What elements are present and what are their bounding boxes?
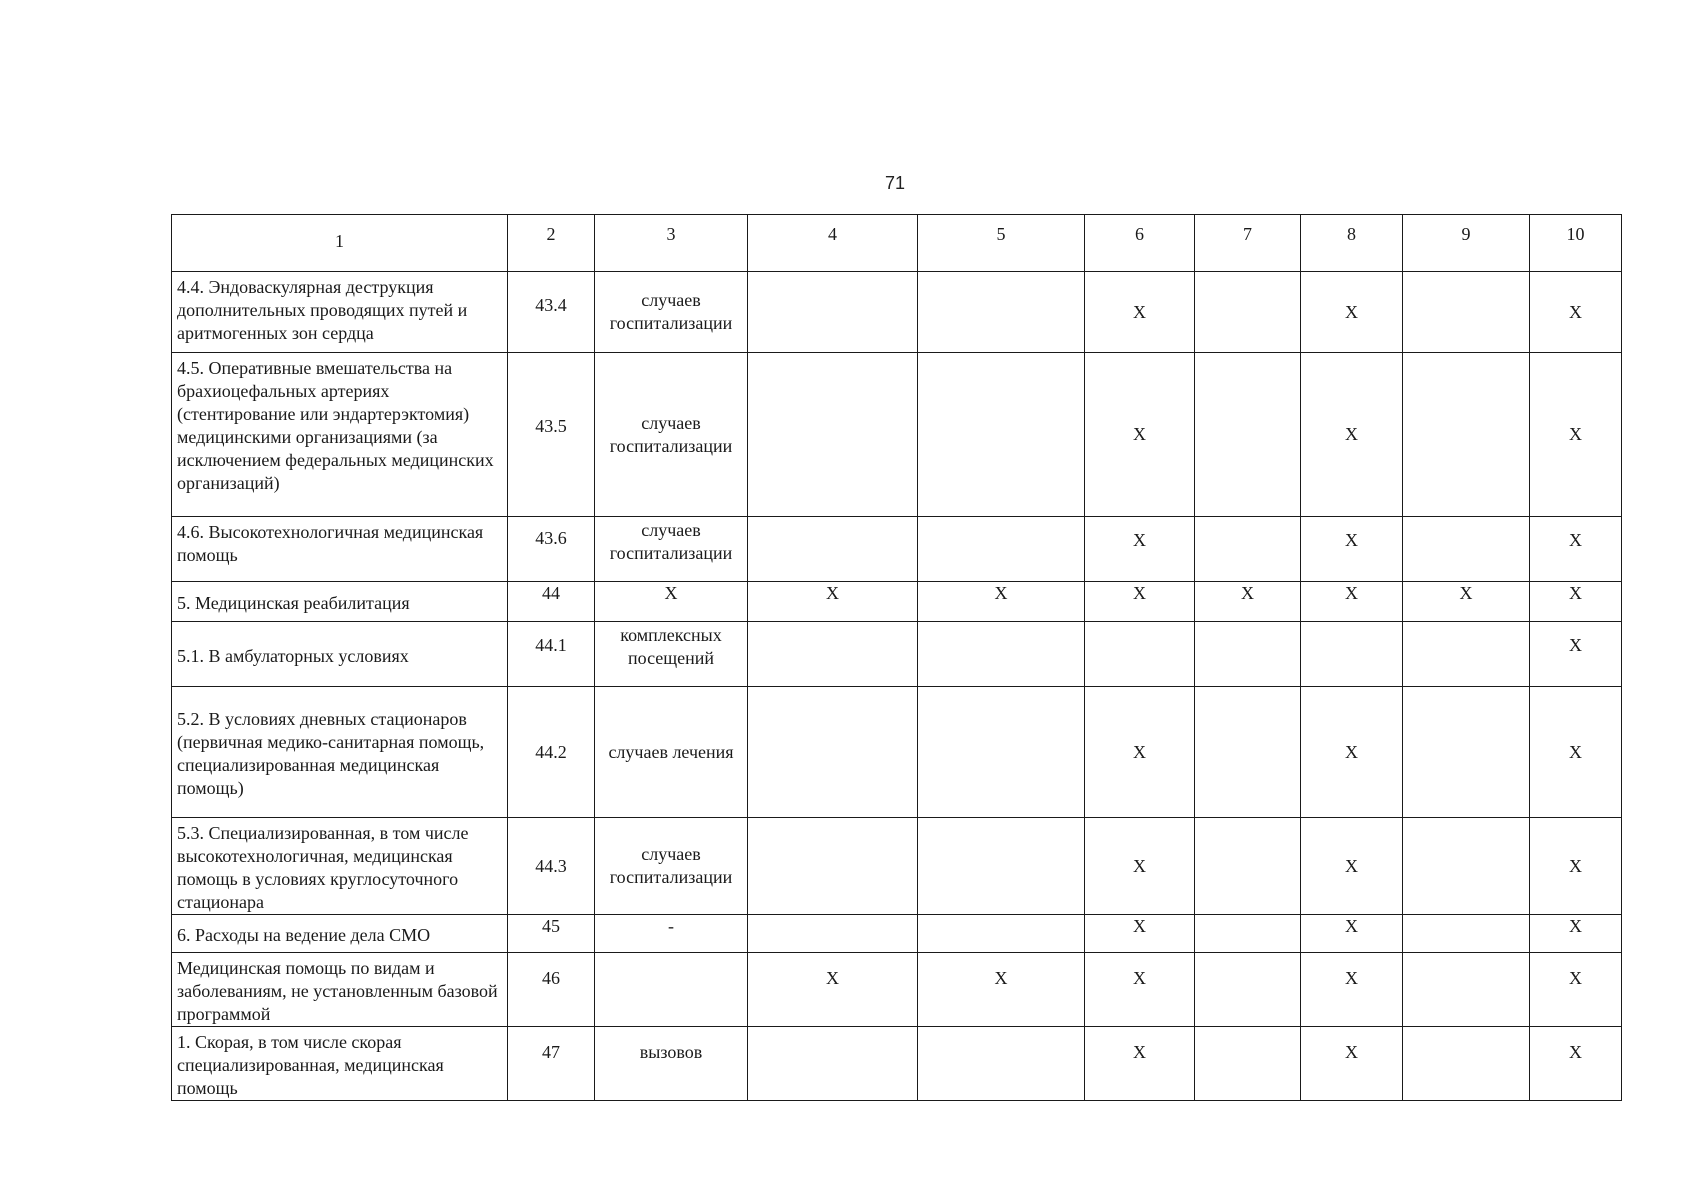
row-name-cell: 4.6. Высокотехнологичная медицинская помощь <box>172 517 508 582</box>
row-code-cell: 44.1 <box>508 622 595 687</box>
page-number: 71 <box>884 173 906 193</box>
row-col7-cell <box>1195 953 1301 1027</box>
row-col8-cell: X <box>1301 915 1403 953</box>
row-col5-cell: X <box>918 582 1085 622</box>
row-col5-cell <box>918 818 1085 915</box>
row-code-cell: 46 <box>508 953 595 1027</box>
row-code-cell: 44.2 <box>508 687 595 818</box>
row-col6-cell: X <box>1085 687 1195 818</box>
row-col5-cell <box>918 622 1085 687</box>
row-code-cell: 44.3 <box>508 818 595 915</box>
table-row <box>172 353 1622 517</box>
row-col7-cell: X <box>1195 582 1301 622</box>
row-col4-cell: X <box>748 582 918 622</box>
row-code-cell: 47 <box>508 1027 595 1101</box>
row-col9-cell <box>1403 687 1530 818</box>
row-col4-cell <box>748 1027 918 1101</box>
row-col10-cell: X <box>1530 582 1622 622</box>
row-col9-cell <box>1403 1027 1530 1101</box>
row-name-cell: 5.3. Специализированная, в том числе высокотехнологичная, медицинская помощь в условиях круглосуточного стационара <box>172 818 508 915</box>
row-col9-cell <box>1403 353 1530 517</box>
row-col10-cell: X <box>1530 915 1622 953</box>
table-row <box>172 272 1622 353</box>
row-col5-cell <box>918 272 1085 353</box>
row-col7-cell <box>1195 353 1301 517</box>
row-name-cell: 5.2. В условиях дневных стационаров (первичная медико-санитарная помощь, специализированная медицинская помощь) <box>172 687 508 818</box>
row-col7-cell <box>1195 687 1301 818</box>
row-col4-cell <box>748 622 918 687</box>
header-cell: 6 <box>1085 215 1195 272</box>
row-name-cell: 4.4. Эндоваскулярная деструкция дополнительных проводящих путей и аритмогенных зон сердца <box>172 272 508 353</box>
row-col8-cell: X <box>1301 353 1403 517</box>
table-row <box>172 622 1622 687</box>
header-cell: 5 <box>918 215 1085 272</box>
header-cell: 8 <box>1301 215 1403 272</box>
row-col8-cell: X <box>1301 953 1403 1027</box>
row-col7-cell <box>1195 818 1301 915</box>
row-code-cell: 44 <box>508 582 595 622</box>
row-col6-cell: X <box>1085 353 1195 517</box>
row-col10-cell: X <box>1530 272 1622 353</box>
table-row <box>172 915 1622 953</box>
row-col10-cell: X <box>1530 818 1622 915</box>
row-col9-cell <box>1403 818 1530 915</box>
row-name-cell: 6. Расходы на ведение дела СМО <box>172 915 508 953</box>
header-cell: 3 <box>595 215 748 272</box>
header-cell: 2 <box>508 215 595 272</box>
row-col7-cell <box>1195 517 1301 582</box>
table-row <box>172 582 1622 622</box>
row-col4-cell <box>748 517 918 582</box>
row-col8-cell: X <box>1301 272 1403 353</box>
row-col6-cell: X <box>1085 953 1195 1027</box>
header-cell: 7 <box>1195 215 1301 272</box>
row-col10-cell: X <box>1530 517 1622 582</box>
row-col7-cell <box>1195 622 1301 687</box>
row-col5-cell <box>918 353 1085 517</box>
row-unit-cell: случаев лечения <box>595 687 748 818</box>
row-col5-cell <box>918 915 1085 953</box>
header-cell: 4 <box>748 215 918 272</box>
row-col9-cell <box>1403 953 1530 1027</box>
row-col9-cell: X <box>1403 582 1530 622</box>
row-col9-cell <box>1403 517 1530 582</box>
row-name-cell: 5.1. В амбулаторных условиях <box>172 622 508 687</box>
row-col8-cell <box>1301 622 1403 687</box>
row-col4-cell <box>748 272 918 353</box>
header-cell: 9 <box>1403 215 1530 272</box>
table-row <box>172 687 1622 818</box>
row-col6-cell <box>1085 622 1195 687</box>
row-col9-cell <box>1403 915 1530 953</box>
row-col6-cell: X <box>1085 818 1195 915</box>
row-col7-cell <box>1195 272 1301 353</box>
row-col6-cell: X <box>1085 517 1195 582</box>
header-row <box>172 215 1622 272</box>
row-col5-cell <box>918 517 1085 582</box>
row-unit-cell: случаев госпитализации <box>595 517 748 582</box>
row-col6-cell: X <box>1085 272 1195 353</box>
row-name-cell: 1. Скорая, в том числе скорая специализированная, медицинская помощь <box>172 1027 508 1101</box>
row-code-cell: 43.4 <box>508 272 595 353</box>
row-col10-cell: X <box>1530 622 1622 687</box>
row-col4-cell <box>748 818 918 915</box>
row-col5-cell <box>918 687 1085 818</box>
row-name-cell: 5. Медицинская реабилитация <box>172 582 508 622</box>
row-col10-cell: X <box>1530 687 1622 818</box>
row-unit-cell: вызовов <box>595 1027 748 1101</box>
row-unit-cell <box>595 953 748 1027</box>
data-table <box>171 214 1622 1101</box>
row-name-cell: 4.5. Оперативные вмешательства на брахиоцефальных артериях (стентирование или эндартерэктомия) медицинскими организациями (за исключением федеральных медицинских организаций) <box>172 353 508 517</box>
row-unit-cell: комплексных посещений <box>595 622 748 687</box>
row-unit-cell: - <box>595 915 748 953</box>
row-col4-cell <box>748 687 918 818</box>
table-row <box>172 517 1622 582</box>
row-col8-cell: X <box>1301 818 1403 915</box>
row-unit-cell: X <box>595 582 748 622</box>
row-col10-cell: X <box>1530 953 1622 1027</box>
row-col10-cell: X <box>1530 353 1622 517</box>
row-col4-cell <box>748 915 918 953</box>
row-col7-cell <box>1195 1027 1301 1101</box>
row-col8-cell: X <box>1301 582 1403 622</box>
row-col6-cell: X <box>1085 915 1195 953</box>
row-col4-cell: X <box>748 953 918 1027</box>
row-code-cell: 43.6 <box>508 517 595 582</box>
header-cell: 1 <box>172 215 508 272</box>
table-row <box>172 818 1622 915</box>
row-col6-cell: X <box>1085 1027 1195 1101</box>
row-col8-cell: X <box>1301 1027 1403 1101</box>
row-col7-cell <box>1195 915 1301 953</box>
table-row <box>172 953 1622 1027</box>
row-col6-cell: X <box>1085 582 1195 622</box>
row-col5-cell: X <box>918 953 1085 1027</box>
row-unit-cell: случаев госпитализации <box>595 272 748 353</box>
row-name-cell: Медицинская помощь по видам и заболеваниям, не установленным базовой программой <box>172 953 508 1027</box>
row-col9-cell <box>1403 272 1530 353</box>
header-cell: 10 <box>1530 215 1622 272</box>
row-unit-cell: случаев госпитализации <box>595 353 748 517</box>
row-unit-cell: случаев госпитализации <box>595 818 748 915</box>
row-col4-cell <box>748 353 918 517</box>
row-code-cell: 45 <box>508 915 595 953</box>
row-col10-cell: X <box>1530 1027 1622 1101</box>
table-row <box>172 1027 1622 1101</box>
row-code-cell: 43.5 <box>508 353 595 517</box>
row-col9-cell <box>1403 622 1530 687</box>
row-col8-cell: X <box>1301 517 1403 582</box>
row-col5-cell <box>918 1027 1085 1101</box>
row-col8-cell: X <box>1301 687 1403 818</box>
